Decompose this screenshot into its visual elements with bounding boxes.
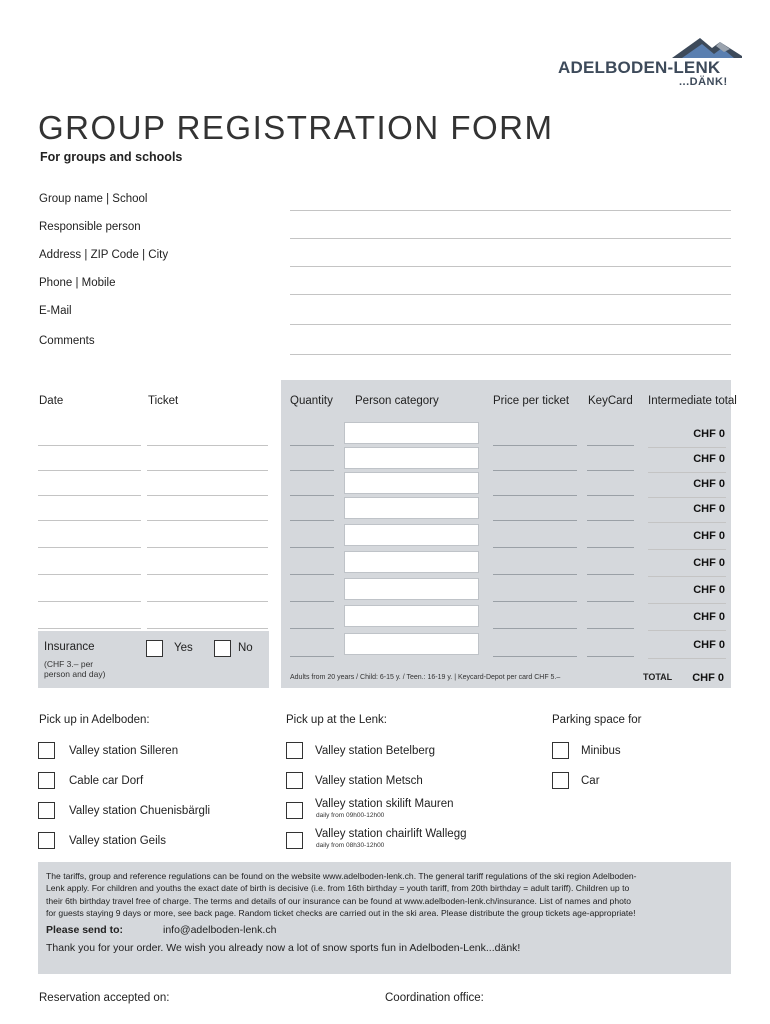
header-price-per-ticket: Price per ticket <box>493 395 570 407</box>
pickup-lenk-label: Valley station skilift Mauren <box>315 798 454 810</box>
parking-checkbox[interactable] <box>552 772 569 789</box>
pickup-adelboden-checkbox[interactable] <box>38 742 55 759</box>
field-input-line[interactable] <box>290 324 731 325</box>
keycard-input-line[interactable] <box>587 520 634 521</box>
person-category-select[interactable] <box>344 633 479 655</box>
info-line: for guests staying 9 days or more, see back page. Random ticket checks are carried out in the ski area. Please distribute the group tickets age-appropriate! <box>46 908 636 919</box>
pickup-lenk-hours: daily from 09h00-12h00 <box>316 812 385 819</box>
row-intermediate-total: CHF 0 <box>693 453 725 465</box>
pickup-adelboden-label: Cable car Dorf <box>69 775 144 787</box>
insurance-label: Insurance <box>44 641 95 653</box>
field-input-line[interactable] <box>290 294 731 295</box>
price-input-line[interactable] <box>493 495 577 496</box>
pickup-adelboden-title: Pick up in Adelboden: <box>39 714 150 726</box>
header-intermediate-total: Intermediate total <box>648 395 737 407</box>
pickup-adelboden-label: Valley station Silleren <box>69 745 179 757</box>
send-to-email[interactable]: info@adelboden-lenk.ch <box>163 924 277 936</box>
header-ticket: Ticket <box>148 395 179 407</box>
price-input-line[interactable] <box>493 656 577 657</box>
info-line: The tariffs, group and reference regulations can be found on the website www.adelboden-lenk.ch. The general tariff regulations of the ski region Adelboden- <box>46 871 637 881</box>
pickup-adelboden-label: Valley station Geils <box>69 835 166 847</box>
pickup-lenk-checkbox[interactable] <box>286 802 303 819</box>
date-input-line[interactable] <box>38 628 141 629</box>
mountain-logo-icon <box>672 34 742 60</box>
parking-title: Parking space for <box>552 714 642 726</box>
pickup-adelboden-checkbox[interactable] <box>38 802 55 819</box>
row-intermediate-total: CHF 0 <box>693 503 725 515</box>
date-input-line[interactable] <box>38 520 141 521</box>
info-line: Lenk apply. For children and youths the exact date of birth is decisive (i.e. from 16th birthday = youth tariff, from 20th birthday = adult tariff). Children up to <box>46 883 630 894</box>
price-input-line[interactable] <box>493 520 577 521</box>
ticket-input-line[interactable] <box>147 574 268 575</box>
quantity-input-line[interactable] <box>290 495 334 496</box>
pickup-lenk-label: Valley station Betelberg <box>315 745 435 757</box>
pickup-lenk-label: Valley station Metsch <box>315 775 423 787</box>
field-input-line[interactable] <box>290 238 731 239</box>
quantity-input-line[interactable] <box>290 628 334 629</box>
insurance-note-1: (CHF 3.– per <box>44 659 94 669</box>
header-quantity: Quantity <box>290 395 333 407</box>
ticket-input-line[interactable] <box>147 470 268 471</box>
field-label: Comments <box>39 335 95 347</box>
header-person-category: Person category <box>355 395 439 407</box>
ticket-input-line[interactable] <box>147 495 268 496</box>
field-input-line[interactable] <box>290 266 731 267</box>
row-total-line <box>648 603 726 604</box>
field-label: Responsible person <box>39 221 141 233</box>
pickup-lenk-checkbox[interactable] <box>286 832 303 849</box>
table-note: Adults from 20 years / Child: 6-15 y. / Teen.: 16-19 y. | Keycard-Depot per card CHF 5.– <box>290 674 561 681</box>
pickup-lenk-checkbox[interactable] <box>286 772 303 789</box>
keycard-input-line[interactable] <box>587 470 634 471</box>
date-input-line[interactable] <box>38 574 141 575</box>
pickup-adelboden-checkbox[interactable] <box>38 772 55 789</box>
person-category-select[interactable] <box>344 524 479 546</box>
keycard-input-line[interactable] <box>587 547 634 548</box>
send-to-label: Please send to: <box>46 924 124 936</box>
keycard-input-line[interactable] <box>587 601 634 602</box>
date-input-line[interactable] <box>38 601 141 602</box>
price-input-line[interactable] <box>493 470 577 471</box>
reservation-label: Reservation accepted on: <box>39 992 170 1004</box>
insurance-no-checkbox[interactable] <box>214 640 231 657</box>
row-intermediate-total: CHF 0 <box>693 557 725 569</box>
pickup-lenk-checkbox[interactable] <box>286 742 303 759</box>
price-input-line[interactable] <box>493 445 577 446</box>
insurance-note-2: person and day) <box>44 669 106 679</box>
row-total-line <box>648 549 726 550</box>
parking-label: Minibus <box>581 745 621 757</box>
field-label: Phone | Mobile <box>39 277 116 289</box>
row-intermediate-total: CHF 0 <box>693 611 725 623</box>
ticket-input-line[interactable] <box>147 520 268 521</box>
keycard-input-line[interactable] <box>587 656 634 657</box>
quantity-input-line[interactable] <box>290 445 334 446</box>
page-title: GROUP REGISTRATION FORM <box>38 109 554 146</box>
price-input-line[interactable] <box>493 547 577 548</box>
logo-name: ADELBODEN-LENK <box>558 58 721 77</box>
person-category-select[interactable] <box>344 472 479 494</box>
keycard-input-line[interactable] <box>587 574 634 575</box>
row-total-line <box>648 497 726 498</box>
ticket-input-line[interactable] <box>147 601 268 602</box>
field-label: Address | ZIP Code | City <box>39 249 169 261</box>
insurance-yes-label: Yes <box>174 642 193 654</box>
person-category-select[interactable] <box>344 551 479 573</box>
coordination-label: Coordination office: <box>385 992 484 1004</box>
price-input-line[interactable] <box>493 574 577 575</box>
date-input-line[interactable] <box>38 445 141 446</box>
quantity-input-line[interactable] <box>290 656 334 657</box>
person-category-select[interactable] <box>344 605 479 627</box>
insurance-no-label: No <box>238 642 253 654</box>
info-line: their 6th birthday travel free of charge. The terms and details of our insurance can be found at www.adelboden-lenk.ch/insurance. List of names and photo <box>46 895 632 906</box>
ticket-input-line[interactable] <box>147 547 268 548</box>
header-date: Date <box>39 395 64 407</box>
quantity-input-line[interactable] <box>290 520 334 521</box>
thanks-text: Thank you for your order. We wish you already now a lot of snow sports fun in Adelboden-Lenk...dänk! <box>46 942 521 954</box>
row-total-line <box>648 658 726 659</box>
person-category-select[interactable] <box>344 447 479 469</box>
person-category-select[interactable] <box>344 578 479 600</box>
keycard-input-line[interactable] <box>587 495 634 496</box>
pickup-lenk-label: Valley station chairlift Wallegg <box>315 828 467 840</box>
logo-tagline: ...DÄNK! <box>679 76 728 88</box>
keycard-input-line[interactable] <box>587 445 634 446</box>
date-input-line[interactable] <box>38 495 141 496</box>
row-total-line <box>648 447 726 448</box>
person-category-select[interactable] <box>344 497 479 519</box>
ticket-input-line[interactable] <box>147 445 268 446</box>
row-total-line <box>648 522 726 523</box>
date-input-line[interactable] <box>38 470 141 471</box>
row-total-line <box>648 630 726 631</box>
price-input-line[interactable] <box>493 628 577 629</box>
row-total-line <box>648 472 726 473</box>
field-input-line[interactable] <box>290 210 731 211</box>
row-intermediate-total: CHF 0 <box>693 639 725 651</box>
row-intermediate-total: CHF 0 <box>693 478 725 490</box>
pickup-adelboden-label: Valley station Chuenisbärgli <box>69 805 211 817</box>
row-total-line <box>648 576 726 577</box>
ticket-input-line[interactable] <box>147 628 268 629</box>
date-input-line[interactable] <box>38 547 141 548</box>
field-label: E-Mail <box>39 305 72 317</box>
quantity-input-line[interactable] <box>290 470 334 471</box>
keycard-input-line[interactable] <box>587 628 634 629</box>
field-input-line[interactable] <box>290 354 731 355</box>
person-category-select[interactable] <box>344 422 479 444</box>
quantity-input-line[interactable] <box>290 574 334 575</box>
pickup-adelboden-checkbox[interactable] <box>38 832 55 849</box>
row-intermediate-total: CHF 0 <box>693 530 725 542</box>
header-keycard: KeyCard <box>588 395 633 407</box>
quantity-input-line[interactable] <box>290 547 334 548</box>
parking-label: Car <box>581 775 600 787</box>
pickup-lenk-title: Pick up at the Lenk: <box>286 714 388 726</box>
parking-checkbox[interactable] <box>552 742 569 759</box>
pickup-lenk-hours: daily from 08h30-12h00 <box>316 842 385 849</box>
quantity-input-line[interactable] <box>290 601 334 602</box>
total-value: CHF 0 <box>692 672 724 684</box>
insurance-yes-checkbox[interactable] <box>146 640 163 657</box>
field-label: Group name | School <box>39 193 148 205</box>
total-label: TOTAL <box>643 672 673 682</box>
row-intermediate-total: CHF 0 <box>693 584 725 596</box>
price-input-line[interactable] <box>493 601 577 602</box>
row-intermediate-total: CHF 0 <box>693 428 725 440</box>
page-subtitle: For groups and schools <box>40 150 183 164</box>
